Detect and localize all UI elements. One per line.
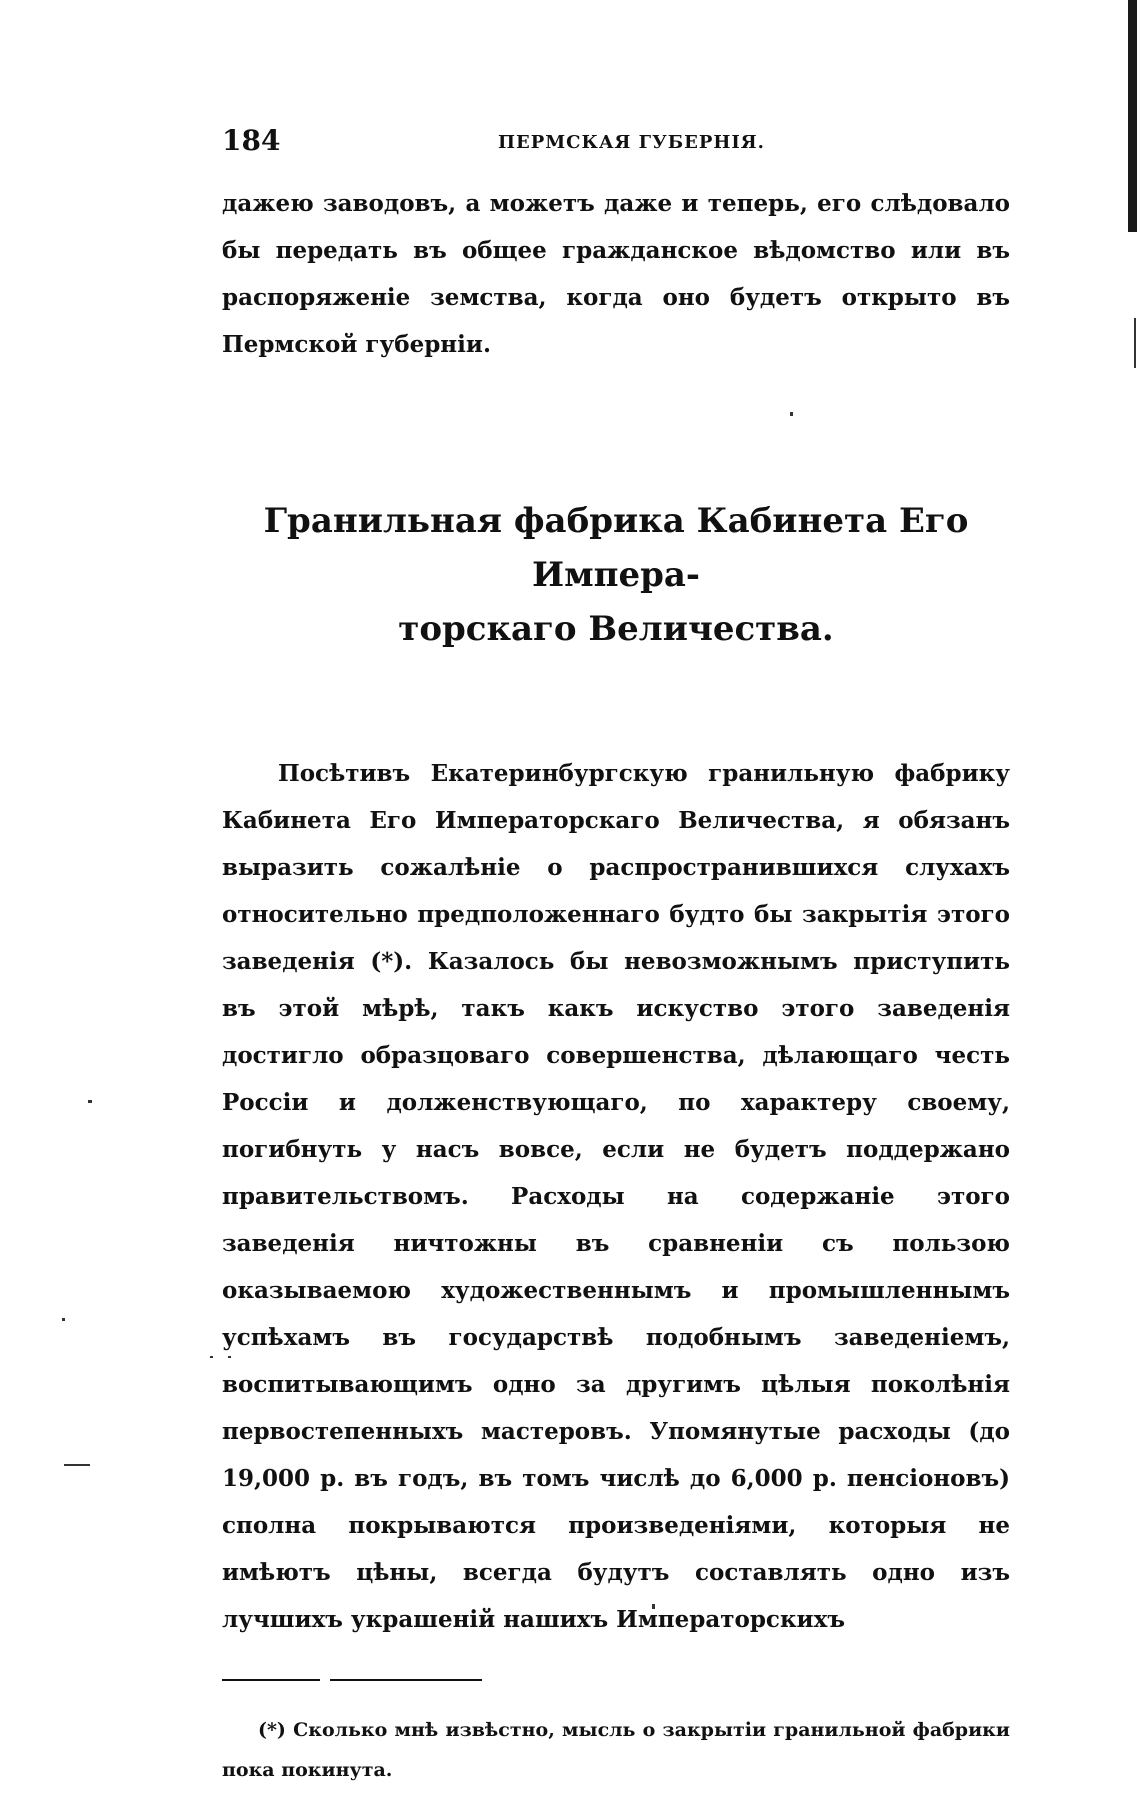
page-number: 184 xyxy=(222,124,281,157)
footnote-separator xyxy=(222,1679,1010,1682)
scan-speck xyxy=(88,1100,92,1103)
scan-edge-mark xyxy=(1134,318,1136,368)
scan-speck xyxy=(210,1356,213,1358)
book-page xyxy=(222,118,1010,1809)
body-paragraph: Посѣтивъ Екатеринбургскую гранильную фабрику Кабинета Его Императорскаго Величества, я обязанъ выразить сожалѣніе о распространившихся слухахъ относительно предположеннаго будто бы закрытія этого заведенія (*). Казалось бы невозможнымъ приступить въ этой мѣрѣ, такъ какъ искуство этого заведенія достигло образцоваго совершенства, дѣлающаго честь Россіи и долженствующаго, по характеру своему, погибнуть у насъ вовсе, если не будетъ поддержано правительствомъ. Расходы на содержаніе этого заведенія ничтожны въ сравненіи съ пользою оказываемою художественнымъ и промышленнымъ успѣхамъ въ государствѣ подобнымъ заведеніемъ, воспитывающимъ одно за другимъ цѣлыя поколѣнія первостепенныхъ мастеровъ. Упомянутые расходы (до 19,000 р. въ годъ, въ томъ числѣ до 6,000 р. пенсіоновъ) сполна покрываются произведеніями, которыя не имѣютъ цѣны, всегда будутъ составлять одно изъ лучшихъ украшеній нашихъ Императорскихъ xyxy=(222,760,1010,1633)
scan-speck xyxy=(64,1464,90,1466)
footnote-rule-left xyxy=(222,1679,320,1681)
continuation-paragraph: дажею заводовъ, а можетъ даже и теперь, его слѣдовало бы передать въ общее гражданское вѣдомство или въ распоряженіе земства, когда оно будетъ открыто въ Пермской губерніи. xyxy=(222,190,1010,358)
page-header xyxy=(222,118,1010,158)
scan-speck xyxy=(62,1318,65,1321)
scan-edge-shadow xyxy=(1128,0,1137,232)
footnote-rule-right xyxy=(330,1679,482,1681)
running-title: ПЕРМСКАЯ ГУБЕРНІЯ. xyxy=(498,132,765,153)
footnote: (*) Сколько мнѣ извѣстно, мысль о закрытіи гранильной фабрики пока покинута. xyxy=(222,1719,1010,1781)
section-heading-line-2: торскаго Величества. xyxy=(398,609,834,649)
section-heading-line-1: Гранильная фабрика Кабинета Его Импера- xyxy=(263,501,969,595)
section-heading xyxy=(222,494,1010,656)
